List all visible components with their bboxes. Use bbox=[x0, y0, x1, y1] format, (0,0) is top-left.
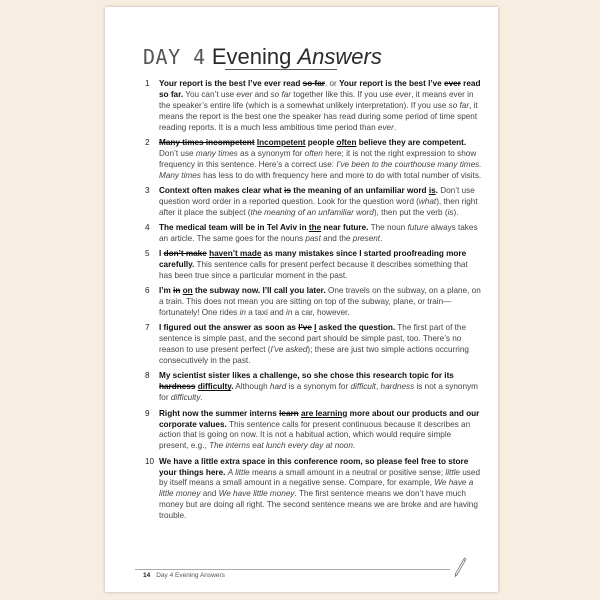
answer-text: I’m in on the subway now. I’ll call you later. One travels on the subway, on a plane, on a train. This does not mean you are sitting on top of the subway, plane, or train—fortunately! One rides in a taxi and in a car, however. bbox=[159, 286, 481, 318]
answer-text: Many times incompetent Incompetent people often believe they are competent. Don’t use many times as a synonym for often here; it is not the right expression to show frequency in this sentence. Here’s a correct use: I’ve been to the courthouse many times. Many times has less to do with frequency here and more to do with total number of visits. bbox=[159, 137, 482, 180]
title-underline bbox=[225, 69, 337, 70]
footer-label: Day 4 Evening Answers bbox=[156, 572, 225, 579]
answer-number: 2 bbox=[145, 137, 150, 147]
pencil-icon bbox=[453, 557, 467, 579]
answer-text: Right now the summer interns learn are learning more about our products and our corporate values. This sentence calls for present continuous because it describes an action that is going on now. It is not a habitual action, which would require simple present, e.g., The interns eat lunch every day at noon. bbox=[159, 408, 480, 451]
answer-item-6 bbox=[145, 286, 483, 319]
answer-item-8 bbox=[145, 371, 483, 404]
answer-item-7 bbox=[145, 323, 483, 367]
answer-number: 3 bbox=[145, 185, 150, 195]
answer-item-3 bbox=[145, 186, 483, 219]
answer-item-2 bbox=[145, 138, 483, 182]
page-title bbox=[143, 43, 382, 71]
answer-number: 7 bbox=[145, 323, 150, 333]
footer-rule bbox=[135, 569, 450, 570]
answer-text: The medical team will be in Tel Aviv in the near future. The noun future always takes an article. The same goes for the nouns past and the present. bbox=[159, 223, 478, 243]
answers-list bbox=[145, 79, 483, 526]
answer-text: I figured out the answer as soon as I’ve I asked the question. The first part of the sentence is simple past, and the second part should be simple past, too. There’s no reason to use present perfect (I’ve asked); these are just two simple actions occurring consecutively in the past. bbox=[159, 323, 469, 366]
answer-item-1 bbox=[145, 79, 483, 134]
answer-text: My scientist sister likes a challenge, so she chose this research topic for its hardness difficulty. Although hard is a synonym for difficult, hardness is not a synonym for difficulty. bbox=[159, 371, 478, 403]
answer-item-5 bbox=[145, 249, 483, 282]
answer-item-4 bbox=[145, 223, 483, 245]
answer-number: 10 bbox=[145, 456, 155, 466]
page-number: 14 bbox=[143, 572, 151, 579]
title-evening: Evening bbox=[211, 44, 292, 69]
page-footer bbox=[143, 572, 225, 579]
answer-number: 5 bbox=[145, 249, 150, 259]
answer-number: 4 bbox=[145, 223, 150, 233]
book-page bbox=[105, 7, 498, 592]
answer-text: We have a little extra space in this conference room, so please feel free to store your things here. A little means a small amount in a neutral or positive sense; little used by itself means a small amount in a negative sense. Compare, for example, We have a little money and We have little money. The first sentence means we don’t have much money but are doing all right. The second sentence means we are broke and are having trouble. bbox=[159, 456, 480, 521]
title-answers: Answers bbox=[297, 44, 382, 69]
answer-item-10 bbox=[145, 457, 483, 522]
answer-number: 1 bbox=[145, 79, 150, 88]
answer-number: 9 bbox=[145, 408, 150, 418]
answer-text: Your report is the best I’ve ever read so far. or Your report is the best I’ve ever read so far. You can’t use ever and so far together like this. If you use ever, it means ever in the speaker’s entire life (which is a somewhat unlikely interpretation). If you use so far, it means the report is the best one the speaker has read during some period of time spent reading reports. It is a much less ambitious time period than ever. bbox=[159, 79, 481, 132]
answer-item-9 bbox=[145, 409, 483, 453]
title-day: DAY 4 bbox=[143, 45, 206, 69]
answer-number: 6 bbox=[145, 286, 150, 296]
answer-text: Context often makes clear what is the meaning of an unfamiliar word is. Don’t use question word order in a reported question. Look for the question word (what), then right after it place the subject (the meaning of an unfamiliar word), then put the verb (is). bbox=[159, 185, 478, 217]
answer-text: I don’t make haven’t made as many mistakes since I started proofreading more carefully. This sentence calls for present perfect because it describes something that has been true since a particular moment in the past. bbox=[159, 249, 468, 281]
answer-number: 8 bbox=[145, 371, 150, 381]
